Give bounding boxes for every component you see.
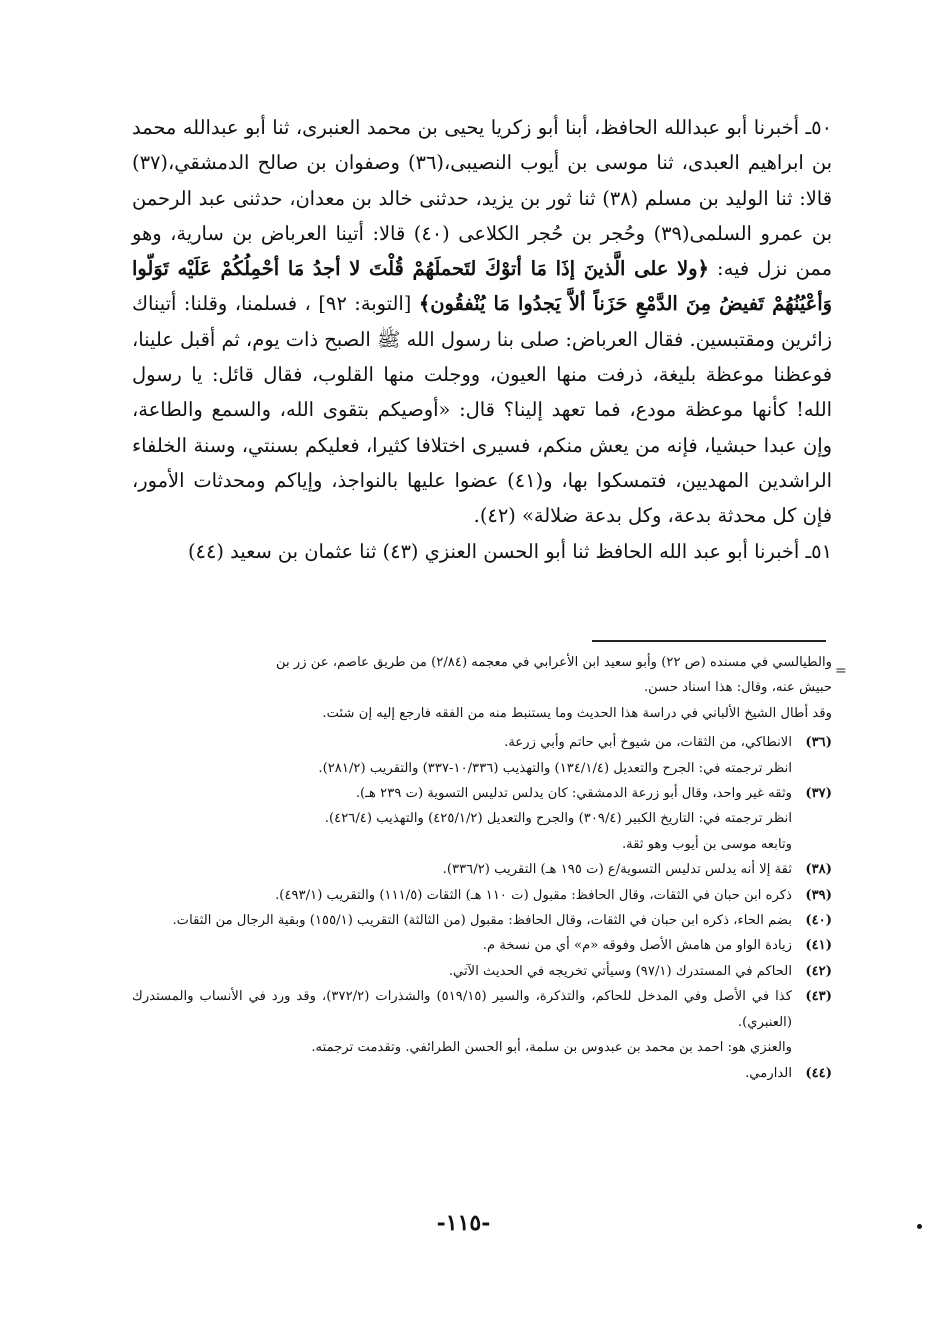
footnote-text: ثقة إلا أنه يدلس تدليس التسوية/ع (ت ١٩٥ هـ) التقريب (٣٣٦/٢). (442, 862, 792, 878)
footnote-text: كذا في الأصل وفي المدخل للحاكم، والتذكرة، والسير (٥١٩/١٥) والشذرات (٣٧٢/٢)، وقد ورد في الأنساب والمستدرك (العنبري). (132, 989, 792, 1030)
footnote-40 (132, 908, 832, 933)
footnote-number: (٣٩) (805, 887, 832, 903)
footnote-number: (٤٤) (805, 1065, 832, 1081)
paragraph-hadith-51: ٥١ـ أخبرنا أبو عبد الله الحافظ ثنا أبو الحسن العنزي (٤٣) ثنا عثمان بن سعيد (٤٤) (187, 539, 832, 563)
footnote-text: وثقه غير واحد، وقال أبو زرعة الدمشقي: كان يدلس تدليس التسوية (ت ٢٣٩ هـ). (355, 786, 792, 802)
footnote-text: انظر ترجمته في: الجرح والتعديل (١٣٤/١/٤) والتهذيب (١٠/٣٣٦-٣٣٧) والتقريب (٢٨١/٢). (318, 760, 792, 776)
footnote-number: (٤١) (805, 938, 832, 954)
main-body-text (132, 110, 832, 569)
footnote-42 (132, 959, 832, 984)
corner-dot (917, 1224, 922, 1229)
footnote-44 (132, 1061, 832, 1086)
footnote-39 (132, 883, 832, 908)
footnote-number: (٣٧) (805, 786, 832, 802)
quran-verse: ﴿ولا على الَّذينَ إذَا مَا أتوْكَ لتَحملَهُمْ قُلْتَ لا أجدُ مَا أحْمِلُكُمْ عَلَيْه تَوَلّوا وَأعْيُنُهُمْ تَفيضُ مِنَ الدَّمْعِ حَزَناً ألاَّ يَجدُوا مَا يُنْفقُون﴾ (132, 257, 832, 316)
margin-mark: = (835, 663, 847, 679)
footnote-number: (٣٦) (805, 735, 832, 751)
page-number: -١١٥- (436, 1210, 491, 1236)
footnote-text: والعنزي هو: احمد بن محمد بن عبدوس بن سلمة، أبو الحسن الطرائفي. وتقدمت ترجمته. (311, 1040, 792, 1056)
footnote-divider (592, 640, 826, 642)
footnote-number: (٤٠) (805, 913, 832, 929)
footnote-lead-line-1: والطيالسي في مسنده (ص ٢٢) وأبو سعيد ابن الأعرابي في معجمه (٢/٨٤) من طريق عاصم، عن زر بن (275, 655, 832, 670)
footnote-lead-line-3: وقد أطال الشيخ الألباني في دراسة هذا الحديث وما يستنبط منه من الفقه فارجع إليه إن شئت. (322, 705, 832, 721)
footnote-number: (٤٣) (805, 989, 832, 1005)
footnotes-section (132, 650, 832, 1086)
footnote-number: (٤٢) (805, 963, 832, 979)
footnote-text: بضم الحاء، ذكره ابن حبان في الثقات، وقال الحافظ: مقبول (من الثالثة) التقريب (١٥٥/١) وبقية الرجال من الثقات. (172, 913, 792, 929)
footnote-text: الانطاكي، من الثقات، من شيوخ أبي حاتم وأبي زرعة. (504, 735, 792, 751)
footnote-36 (132, 730, 832, 781)
footnote-text: انظر ترجمته في: التاريخ الكبير (٣٠٩/٤) والجرح والتعديل (٤٢٥/١/٢) والتهذيب (٤٢٦/٤). (324, 811, 792, 827)
footnote-41 (132, 933, 832, 958)
hadith-50-text-part1: ٥٠ـ أخبرنا أبو عبدالله الحافظ، أبنا أبو زكريا يحيى بن محمد العنبرى، ثنا أبو عبدالله محمد بن ابراهيم العبدى، ثنا موسى بن أيوب النصيبى،(٣٦) وصفوان بن صالح الدمشقي،(٣٧) قالا: ثنا الوليد بن مسلم (٣٨) ثنا ثور بن يزيد، حدثنى خالد بن معدان، حدثنى عبد الرحمن بن عمرو السلمى(٣٩) وحُجر بن حُجر الكلاعى (٤٠) قالا: أتينا العرباض بن سارية، وهو ممن نزل فيه: (132, 116, 832, 281)
footnote-text: زيادة الواو من هامش الأصل وفوقه «م» أي من نسخة م. (482, 938, 792, 954)
footnote-37 (132, 781, 832, 857)
paragraph-hadith-50 (132, 110, 832, 534)
footnote-number: (٣٨) (805, 862, 832, 878)
footnote-text: وتابعه موسى بن أيوب وهو ثقة. (621, 836, 792, 852)
footnote-43 (132, 984, 832, 1060)
footnote-38 (132, 857, 832, 882)
footnote-lead-line-2: حبيش عنه، وقال: هذا اسناد حسن. (643, 680, 832, 696)
footnote-text: الحاكم في المستدرك (٩٧/١) وسيأتي تخريجه في الحديث الآتي. (448, 963, 792, 979)
footnote-text: ذكره ابن حبان في الثقات، وقال الحافظ: مقبول (ت ١١٠ هـ) الثقات (١١١/٥) والتقريب (٤٩٣/١). (275, 887, 792, 903)
hadith-50-text-part2: [التوبة: ٩٢] ، فسلمنا، وقلنا: أتيناك زائرين ومقتبسين. فقال العرباض: صلى بنا رسول الله ﷺ الصبح ذات يوم، ثم أقبل علينا، فوعظنا موعظة بليغة، ذرفت منها العيون، ووجلت منها القلوب، فقال قائل: يا رسول الله! كأنها موعظة مودع، فما تعهد إلينا؟ قال: «أوصيكم بتقوى الله، والسمع والطاعة، وإن عبدا حبشيا، فإنه من يعش منكم، فسيرى اختلافا كثيرا، فعليكم بسنتي، وسنة الخلفاء الراشدين المهديين، فتمسكوا بها، و(٤١) عضوا عليها بالنواجذ، وإياكم ومحدثات الأمور، فإن كل محدثة بدعة، وكل بدعة ضلالة» (٤٢). (132, 292, 832, 528)
footnote-text: الدارمي. (745, 1065, 792, 1081)
